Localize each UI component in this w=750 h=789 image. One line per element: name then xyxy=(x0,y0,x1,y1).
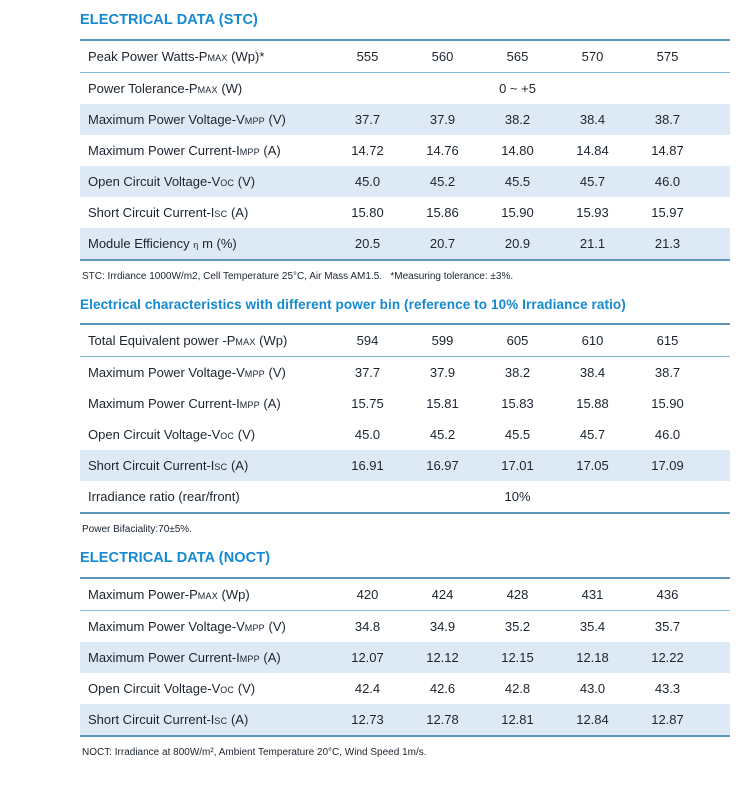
value-cell: 34.8 xyxy=(354,619,381,634)
value-cell: 42.6 xyxy=(429,681,456,696)
row-label-pre: Maximum Power Current-I xyxy=(88,143,240,158)
row-label xyxy=(80,333,330,348)
row-label-pre: Open Circuit Voltage-V xyxy=(88,174,221,189)
value-cell: 14.84 xyxy=(576,143,609,158)
value-cell: 37.7 xyxy=(354,365,381,380)
row-label-sub: MPP xyxy=(244,623,265,633)
section-power-bin xyxy=(80,297,730,535)
row-label-pre: Power Tolerance-P xyxy=(88,81,198,96)
row-label xyxy=(80,396,330,411)
row-label-sub: MPP xyxy=(244,116,265,126)
row-label-pre: Short Circuit Current-I xyxy=(88,712,215,727)
value-cell: 428 xyxy=(506,587,529,602)
row-label-sub: SC xyxy=(214,462,228,472)
row-label xyxy=(80,81,330,96)
value-cell: 35.2 xyxy=(504,619,531,634)
value-cell: 0 ~ +5 xyxy=(499,81,536,96)
value-cell: 21.1 xyxy=(579,236,606,251)
value-cell: 20.7 xyxy=(429,236,456,251)
row-label-post: (A) xyxy=(227,458,249,473)
row-label-pre: Maximum Power Current-I xyxy=(88,396,240,411)
value-cell: 46.0 xyxy=(654,427,681,442)
value-cell: 570 xyxy=(581,49,604,64)
row-label-pre: Maximum Power-P xyxy=(88,587,198,602)
row-label-pre: Maximum Power Current-I xyxy=(88,650,240,665)
value-cell: 15.80 xyxy=(351,205,384,220)
value-cell: 17.09 xyxy=(651,458,684,473)
row-label-post: (V) xyxy=(234,174,256,189)
value-cell: 15.90 xyxy=(651,396,684,411)
value-cell: 17.01 xyxy=(501,458,534,473)
value-cell: 17.05 xyxy=(576,458,609,473)
stc-footnote: STC: Irrdiance 1000W/m2, Cell Temperature 25°C, Air Mass AM1.5. *Measuring tolerance: ±3%. xyxy=(82,271,514,282)
value-cell: 605 xyxy=(506,333,529,348)
row-label xyxy=(80,174,330,189)
row-label xyxy=(80,205,330,220)
row-label xyxy=(80,619,330,634)
value-cell: 38.2 xyxy=(504,365,531,380)
value-cell: 45.5 xyxy=(504,427,531,442)
noct-table xyxy=(80,577,730,737)
value-cell: 46.0 xyxy=(654,174,681,189)
value-cell: 21.3 xyxy=(654,236,681,251)
section-title-stc: ELECTRICAL DATA (STC) xyxy=(80,12,258,28)
table-row xyxy=(80,388,730,419)
row-label-post: (V) xyxy=(234,427,256,442)
table-row xyxy=(80,642,730,673)
value-cell: 594 xyxy=(356,333,379,348)
value-cell: 15.86 xyxy=(426,205,459,220)
value-cell: 45.5 xyxy=(504,174,531,189)
row-label-pre: Maximum Power Voltage-V xyxy=(88,365,245,380)
power-bin-table xyxy=(80,323,730,514)
value-cell: 35.4 xyxy=(579,619,606,634)
row-label-post: (A) xyxy=(259,143,281,158)
stc-table xyxy=(80,39,730,261)
value-cell: 15.83 xyxy=(501,396,534,411)
row-label-sub: MAX xyxy=(197,591,218,601)
table-row xyxy=(80,704,730,735)
row-label-post: (A) xyxy=(227,712,249,727)
row-label-post: (V) xyxy=(264,619,286,634)
value-cell: 37.9 xyxy=(429,365,456,380)
row-label-post: (W) xyxy=(217,81,243,96)
row-label-pre: Open Circuit Voltage-V xyxy=(88,681,221,696)
table-row xyxy=(80,419,730,450)
value-cell: 20.5 xyxy=(354,236,381,251)
value-cell: 15.88 xyxy=(576,396,609,411)
table-row xyxy=(80,197,730,228)
value-cell: 38.4 xyxy=(579,365,606,380)
value-cell: 42.4 xyxy=(354,681,381,696)
row-label-sub: MAX xyxy=(197,85,218,95)
value-cell: 45.2 xyxy=(429,174,456,189)
row-label xyxy=(80,681,330,696)
table-row xyxy=(80,673,730,704)
row-label-post: m (%) xyxy=(198,236,237,251)
value-cell: 15.93 xyxy=(576,205,609,220)
value-cell: 12.18 xyxy=(576,650,609,665)
row-label-sub: MAX xyxy=(235,337,256,347)
value-cell: 38.2 xyxy=(504,112,531,127)
value-cell: 42.8 xyxy=(504,681,531,696)
value-cell: 38.7 xyxy=(654,365,681,380)
value-cell: 45.2 xyxy=(429,427,456,442)
value-cell: 16.91 xyxy=(351,458,384,473)
row-label-sub: SC xyxy=(214,716,228,726)
value-cell: 45.0 xyxy=(354,427,381,442)
row-label-post: (A) xyxy=(259,650,281,665)
noct-footnote: NOCT: Irradiance at 800W/m², Ambient Temperature 20°C, Wind Speed 1m/s. xyxy=(82,747,427,758)
section-title-noct: ELECTRICAL DATA (NOCT) xyxy=(80,550,271,566)
value-cell: 34.9 xyxy=(429,619,456,634)
value-cell: 12.78 xyxy=(426,712,459,727)
row-label-pre: Total Equivalent power -P xyxy=(88,333,236,348)
value-cell: 45.7 xyxy=(579,174,606,189)
value-cell: 14.72 xyxy=(351,143,384,158)
row-label xyxy=(80,236,330,251)
value-cell: 12.07 xyxy=(351,650,384,665)
row-label xyxy=(80,112,330,127)
value-cell: 15.90 xyxy=(501,205,534,220)
value-cell: 431 xyxy=(581,587,604,602)
table-row xyxy=(80,611,730,642)
table-row xyxy=(80,228,730,259)
table-row xyxy=(80,135,730,166)
value-cell: 37.7 xyxy=(354,112,381,127)
value-cell: 45.7 xyxy=(579,427,606,442)
row-label-post: (V) xyxy=(264,112,286,127)
value-cell: 610 xyxy=(581,333,604,348)
row-label-sub: OC xyxy=(220,431,235,441)
power-bin-footnote: Power Bifaciality:70±5%. xyxy=(82,524,192,535)
value-cell: 43.0 xyxy=(579,681,606,696)
table-row xyxy=(80,579,730,611)
row-label xyxy=(80,712,330,727)
row-label-sub: MPP xyxy=(239,654,260,664)
table-row xyxy=(80,166,730,197)
row-label-post: (V) xyxy=(234,681,256,696)
value-cell: 12.81 xyxy=(501,712,534,727)
section-electrical-data-noct xyxy=(80,550,730,758)
value-cell: 12.84 xyxy=(576,712,609,727)
row-label-pre: Open Circuit Voltage-V xyxy=(88,427,221,442)
row-label xyxy=(80,587,330,602)
row-label-pre: Short Circuit Current-I xyxy=(88,205,215,220)
value-cell: 10% xyxy=(504,489,531,504)
value-cell: 12.73 xyxy=(351,712,384,727)
value-cell: 43.3 xyxy=(654,681,681,696)
row-label xyxy=(80,49,330,64)
row-label-pre: Peak Power Watts-P xyxy=(88,49,208,64)
value-cell: 15.81 xyxy=(426,396,459,411)
value-cell: 38.7 xyxy=(654,112,681,127)
table-row xyxy=(80,450,730,481)
value-cell: 12.22 xyxy=(651,650,684,665)
row-label xyxy=(80,365,330,380)
row-label xyxy=(80,143,330,158)
table-row xyxy=(80,357,730,388)
value-cell: 15.75 xyxy=(351,396,384,411)
row-label-pre: Module Efficiency xyxy=(88,236,194,251)
value-cell: 560 xyxy=(431,49,454,64)
value-cell: 14.87 xyxy=(651,143,684,158)
value-cell: 420 xyxy=(356,587,379,602)
value-cell: 20.9 xyxy=(504,236,531,251)
table-row xyxy=(80,481,730,512)
value-cell: 565 xyxy=(506,49,529,64)
row-label-sub: MPP xyxy=(244,369,265,379)
row-label-pre: Maximum Power Voltage-V xyxy=(88,112,245,127)
value-cell: 14.80 xyxy=(501,143,534,158)
row-label-post: (V) xyxy=(264,365,286,380)
value-cell: 15.97 xyxy=(651,205,684,220)
value-cell: 424 xyxy=(431,587,454,602)
row-label-sub: OC xyxy=(220,178,235,188)
row-label-sub: SC xyxy=(214,209,228,219)
row-label xyxy=(80,650,330,665)
section-title-power-bin: Electrical characteristics with different power bin (reference to 10% Irradiance ratio) xyxy=(80,297,626,312)
row-label xyxy=(80,458,330,473)
section-electrical-data-stc xyxy=(80,12,730,282)
row-label-sub: MPP xyxy=(239,400,260,410)
value-cell: 12.15 xyxy=(501,650,534,665)
row-label-post: (Wp) xyxy=(217,587,250,602)
value-cell: 45.0 xyxy=(354,174,381,189)
table-row xyxy=(80,41,730,73)
row-label-pre: Irradiance ratio (rear/front) xyxy=(88,489,240,504)
row-label-post: (Wp)* xyxy=(227,49,265,64)
value-cell: 12.87 xyxy=(651,712,684,727)
value-cell: 37.9 xyxy=(429,112,456,127)
table-row xyxy=(80,73,730,104)
value-cell: 436 xyxy=(656,587,679,602)
value-cell: 16.97 xyxy=(426,458,459,473)
row-label-post: (A) xyxy=(259,396,281,411)
table-row xyxy=(80,325,730,357)
row-label-sub: MPP xyxy=(239,147,260,157)
value-cell: 615 xyxy=(656,333,679,348)
value-cell: 555 xyxy=(356,49,379,64)
value-cell: 38.4 xyxy=(579,112,606,127)
row-label-post: (A) xyxy=(227,205,249,220)
value-cell: 12.12 xyxy=(426,650,459,665)
row-label-pre: Short Circuit Current-I xyxy=(88,458,215,473)
row-label-sub: OC xyxy=(220,685,235,695)
row-label-pre: Maximum Power Voltage-V xyxy=(88,619,245,634)
row-label-post: (Wp) xyxy=(255,333,288,348)
value-cell: 599 xyxy=(431,333,454,348)
value-cell: 35.7 xyxy=(654,619,681,634)
row-label-sub: η xyxy=(193,240,199,250)
table-row xyxy=(80,104,730,135)
row-label-sub: MAX xyxy=(207,53,228,63)
value-cell: 575 xyxy=(656,49,679,64)
row-label xyxy=(80,489,330,504)
row-label xyxy=(80,427,330,442)
value-cell: 14.76 xyxy=(426,143,459,158)
